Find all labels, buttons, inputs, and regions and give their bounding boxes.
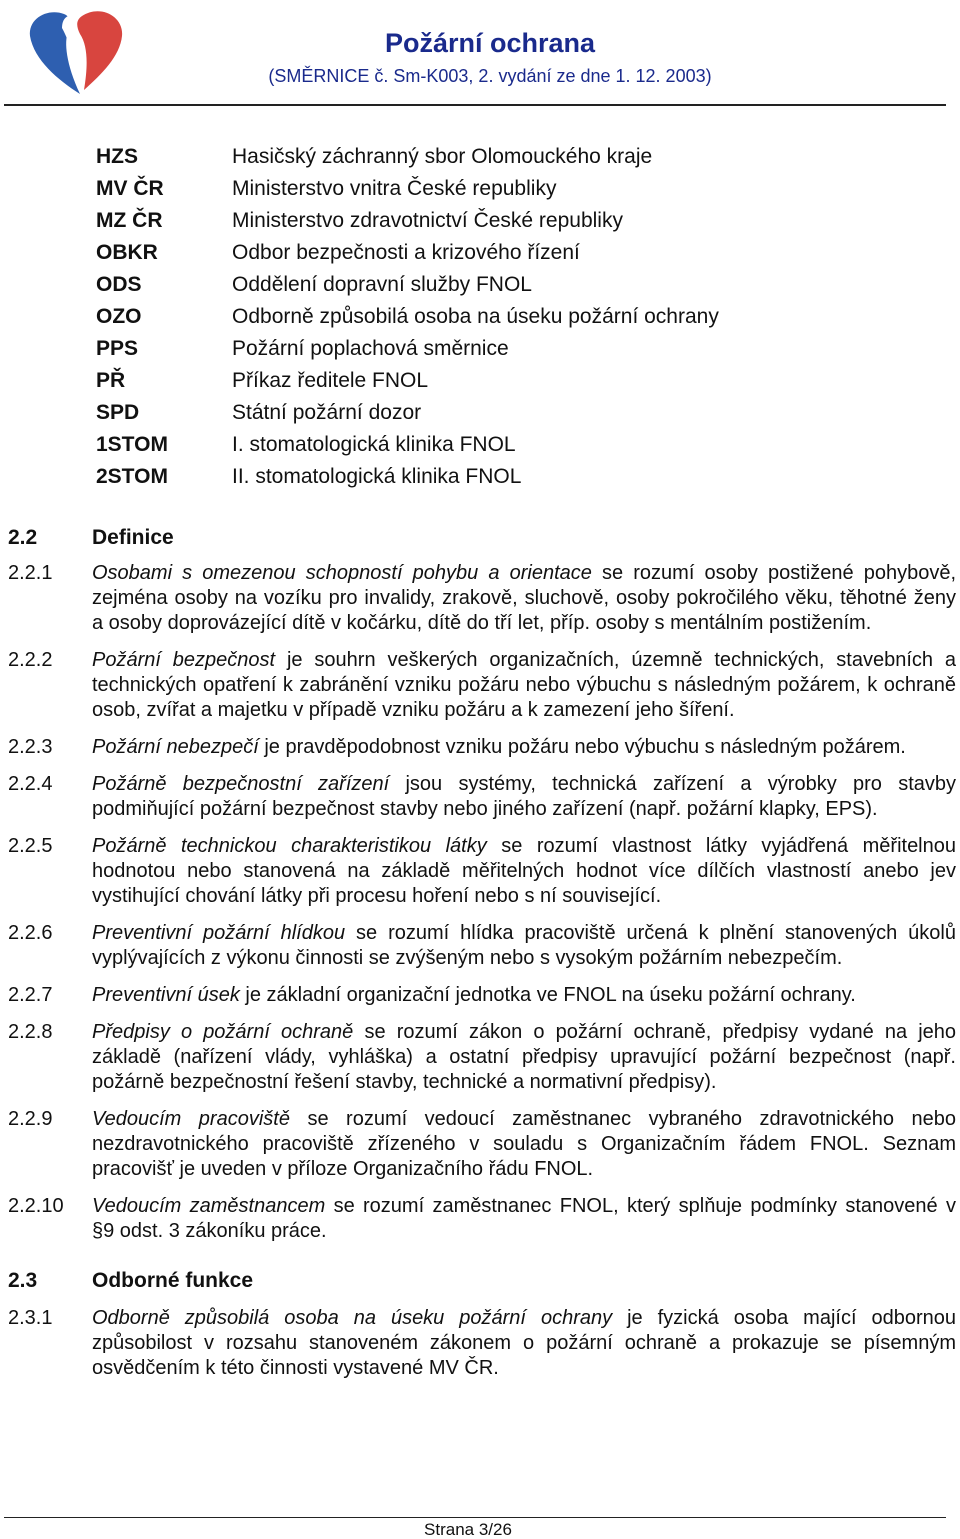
definition-number: 2.2.7 [8,984,53,1006]
definition-number: 2.2.3 [8,736,53,758]
abbreviation-code: OZO [96,305,142,328]
section-heading-professional-functions [8,1268,956,1294]
definition-item [8,834,956,909]
footer-divider [4,1517,946,1518]
function-item [8,1306,956,1381]
logo-red-shape [77,11,122,90]
function-number: 2.3.1 [8,1307,53,1329]
abbreviation-description: Odborně způsobilá osoba na úseku požární ochrany [232,305,719,328]
definition-number: 2.2.1 [8,562,53,584]
abbreviation-code: 1STOM [96,433,168,456]
abbreviation-code: MZ ČR [96,209,163,232]
abbreviation-row [96,429,916,461]
abbreviation-row [96,461,916,493]
section-number: 2.2 [8,526,38,549]
abbreviation-description: Příkaz ředitele FNOL [232,369,429,392]
definition-item [8,983,956,1008]
definition-term: Požární bezpečnost [92,649,276,671]
function-term: Odborně způsobilá osoba na úseku požární ochrany [92,1307,613,1329]
definition-text: se rozumí vedoucí zaměstnanec vybraného zdravotnického nebo nezdravotnického pracoviště zřízeného v souladu s Organizačním řádem FNOL. Seznam pracovišť je uveden v příloze Organizačního řádu FNOL. [92,1108,957,1180]
section-number: 2.3 [8,1269,38,1292]
definition-term: Požární nebezpečí [92,736,259,758]
abbreviation-row [96,173,916,205]
definition-item [8,648,956,723]
hospital-logo [22,6,126,98]
abbreviation-description: Ministerstvo vnitra České republiky [232,177,557,200]
definition-text: je pravděpodobnost vzniku požáru nebo výbuchu s následným požárem. [258,736,906,758]
abbreviation-description: Ministerstvo zdravotnictví České republiky [232,209,623,232]
abbreviation-code: MV ČR [96,177,164,200]
definition-term: Vedoucím pracoviště [92,1108,290,1130]
abbreviation-code: PPS [96,337,139,360]
definition-text: se rozumí zákon o požární ochraně, předpisy vydané na jeho základě (nařízení vlády, vyhláška) a ostatní předpisy upravující požární bezpečnost (např. požárně bezpečnostní řešení stavby, technické a normativní předpisy). [92,1021,957,1093]
page-number: Strana 3/26 [424,1520,512,1539]
abbreviation-code: ODS [96,273,142,296]
document-subtitle: (SMĚRNICE č. Sm-K003, 2. vydání ze dne 1. 12. 2003) [268,66,712,86]
definition-item [8,1194,956,1244]
abbreviation-description: Odbor bezpečnosti a krizového řízení [232,241,580,264]
definition-number: 2.2.9 [8,1108,53,1130]
definition-text: se rozumí hlídka pracoviště určená k plnění stanovených úkolů vyplývajících z výkonu činnosti se zvýšeným nebo s vysokým požárním nebezpečím. [92,922,956,969]
section-title: Odborné funkce [92,1269,254,1292]
abbreviation-code: SPD [96,401,140,424]
abbreviation-row [96,365,916,397]
section-heading-definitions [8,525,174,551]
definition-number: 2.2.8 [8,1021,53,1043]
abbreviation-description: Hasičský záchranný sbor Olomouckého kraje [232,145,653,168]
definition-term: Předpisy o požární ochraně [92,1021,354,1043]
abbreviation-row [96,333,916,365]
definition-text: je základní organizační jednotka ve FNOL na úseku požární ochrany. [239,984,856,1006]
definitions-list [8,561,956,1381]
definition-item [8,561,956,636]
definition-text: jsou systémy, technická zařízení a výrobky pro stavby podmiňující požární bezpečnost stavby nebo jiného zařízení (např. požární klapky, EPS). [92,773,956,820]
definition-item [8,1107,956,1182]
section-title: Definice [92,526,174,549]
definition-term: Preventivní požární hlídkou [92,922,346,944]
abbreviation-description: Oddělení dopravní služby FNOL [232,273,532,296]
definition-number: 2.2.5 [8,835,53,857]
definition-text: se rozumí vlastnost látky vyjádřená měřitelnou hodnotou nebo stanovená na základě měřitelných hodnot více dílčích vlastností anebo jev vystihující chování látky při procesu hoření nebo s ní související. [92,835,956,907]
abbreviation-list [96,141,916,493]
definition-item [8,921,956,971]
definition-text: se rozumí osoby postižené pohybově, zejména osoby na vozíku pro invalidy, zrakově, sluchově, osoby pokročilého věku, těhotné ženy a osoby doprovázející dítě v kočárku, dítě do tří let, příp. osoby s mentálním postižením. [92,562,957,634]
abbreviation-row [96,237,916,269]
definition-number: 2.2.4 [8,773,53,795]
abbreviation-row [96,397,916,429]
abbreviation-description: II. stomatologická klinika FNOL [232,465,522,488]
definition-term: Požárně bezpečnostní zařízení [92,773,390,795]
definition-item [8,735,956,760]
abbreviation-code: 2STOM [96,465,168,488]
abbreviation-row [96,141,916,173]
definition-item [8,772,956,822]
definition-number: 2.2.10 [8,1195,64,1217]
definition-term: Osobami s omezenou schopností pohybu a orientace [92,562,592,584]
definition-number: 2.2.2 [8,649,53,671]
definition-text: je souhrn veškerých organizačních, územně technických, stavebních a technických opatření k zabránění vzniku požáru nebo výbuchu s následným požárem, k ochraně osob, zvířat a majetku v případě vzniku požáru a k zamezení jeho šíření. [92,649,956,721]
abbreviation-row [96,301,916,333]
abbreviation-code: HZS [96,145,138,168]
abbreviation-row [96,205,916,237]
abbreviation-description: I. stomatologická klinika FNOL [232,433,516,456]
definition-item [8,1020,956,1095]
definition-term: Preventivní úsek [92,984,240,1006]
abbreviation-code: PŘ [96,369,126,392]
definition-number: 2.2.6 [8,922,53,944]
definition-text: se rozumí zaměstnanec FNOL, který splňuje podmínky stanovené v §9 odst. 3 zákoníku práce. [92,1195,956,1242]
function-text: je fyzická osoba mající odbornou způsobilost v rozsahu stanoveném zákonem o požární ochraně a prokazuje se písemným osvědčením k této činnosti vystavené MV ČR. [92,1307,956,1379]
definition-term: Vedoucím zaměstnancem [92,1195,326,1217]
abbreviation-description: Státní požární dozor [232,401,422,424]
document-title: Požární ochrana [384,28,596,58]
abbreviation-row [96,269,916,301]
abbreviation-description: Požární poplachová směrnice [232,337,509,360]
abbreviation-code: OBKR [96,241,158,264]
header-divider [4,104,946,106]
definition-term: Požárně technickou charakteristikou látky [92,835,487,857]
